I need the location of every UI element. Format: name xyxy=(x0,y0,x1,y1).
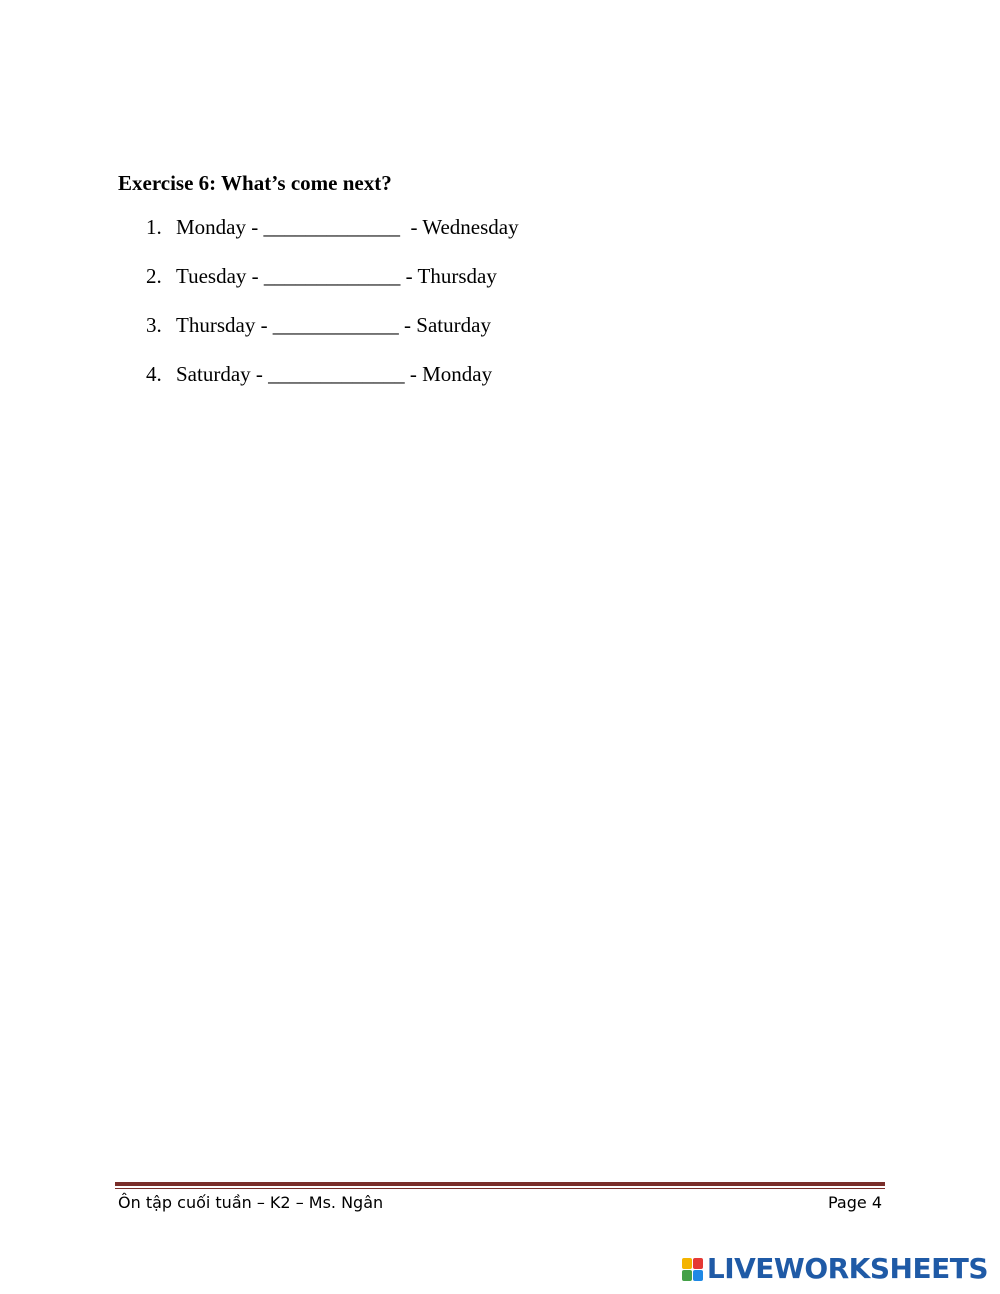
item-text: Tuesday - _____________ - Thursday xyxy=(176,264,497,288)
item-text: Thursday - ____________ - Saturday xyxy=(176,313,491,337)
item-number: 3. xyxy=(146,313,162,337)
logo-tile xyxy=(693,1270,703,1281)
item-text: Monday - _____________ - Wednesday xyxy=(176,215,519,239)
brand-name: LIVEWORKSHEETS xyxy=(706,1252,988,1285)
logo-tile xyxy=(693,1258,703,1269)
liveworksheets-brand[interactable] xyxy=(682,1254,988,1284)
item-number: 1. xyxy=(146,215,162,239)
list-item xyxy=(146,213,519,241)
item-text: Saturday - _____________ - Monday xyxy=(176,362,493,386)
footer-divider-thin xyxy=(115,1188,885,1189)
logo-tile xyxy=(682,1270,692,1281)
item-number: 4. xyxy=(146,362,162,386)
liveworksheets-logo-icon xyxy=(682,1258,703,1281)
list-item xyxy=(146,311,519,339)
item-number: 2. xyxy=(146,264,162,288)
logo-tile xyxy=(682,1258,692,1269)
exercise-list xyxy=(146,213,519,409)
footer-divider xyxy=(115,1182,885,1186)
list-item xyxy=(146,360,519,388)
list-item xyxy=(146,262,519,290)
footer-title: Ôn tập cuối tuần – K2 – Ms. Ngân xyxy=(118,1193,384,1212)
page-number: Page 4 xyxy=(828,1193,882,1212)
exercise-title: Exercise 6: What’s come next? xyxy=(118,171,392,195)
